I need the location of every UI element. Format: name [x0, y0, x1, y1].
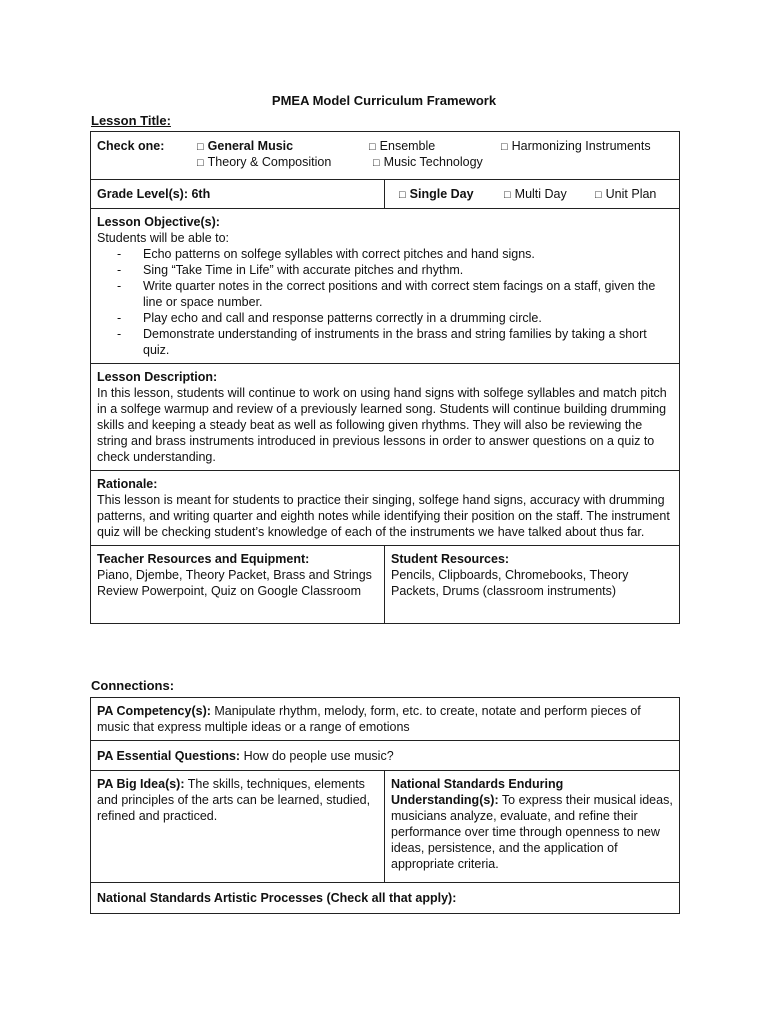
essential-questions-text: How do people use music?: [243, 749, 394, 763]
checkbox-icon: □: [501, 141, 508, 153]
teacher-resources-text: Piano, Djembe, Theory Packet, Brass and Strings Review Powerpoint, Quiz on Google Classroom: [97, 568, 372, 598]
objectives-list: [97, 246, 673, 358]
competency-text: Manipulate rhythm, melody, form, etc. to create, notate and perform pieces of music that express multiple ideas or a range of emotions: [97, 704, 641, 734]
list-item: - Echo patterns on solfege syllables with correct pitches and hand signs.: [97, 246, 673, 262]
checkbox-icon: □: [504, 189, 511, 201]
objectives-intro: Students will be able to:: [97, 231, 230, 245]
teacher-resources-heading: Teacher Resources and Equipment:: [97, 552, 310, 566]
rationale-text: This lesson is meant for students to practice their singing, solfege hand signs, accuracy with drumming patterns, and writing quarter and eighth notes while identifying their position on the staff. The instrument quiz will be checking student’s knowledge of each of the instruments we have talked about thus far.: [97, 493, 670, 539]
national-standards-cell: [385, 771, 680, 883]
option-general-music[interactable]: □ General Music: [197, 139, 294, 153]
student-resources-cell: [385, 546, 680, 624]
lesson-info-table: [90, 131, 680, 624]
option-multi-day[interactable]: □ Multi Day: [504, 187, 567, 201]
essential-questions-heading: PA Essential Questions:: [97, 749, 241, 763]
lesson-title-label: Lesson Title:: [91, 113, 171, 128]
option-music-technology[interactable]: □ Music Technology: [373, 155, 483, 169]
checkbox-icon: □: [595, 189, 602, 201]
description-cell: [91, 364, 680, 471]
national-standards-heading: National Standards Enduring Understanding(s):: [391, 777, 564, 807]
student-resources-heading: Student Resources:: [391, 552, 510, 566]
lesson-format-cell: [385, 180, 680, 209]
option-ensemble[interactable]: □ Ensemble: [369, 139, 436, 153]
national-standards-text: To express their musical ideas, musicians analyze, evaluate, and refine their performance over time through openness to new ideas, persistence, and the application of appropriate criteria.: [391, 793, 673, 871]
rationale-heading: Rationale:: [97, 477, 158, 491]
competency-cell: [91, 698, 680, 741]
essential-questions-cell: [91, 741, 680, 771]
objectives-heading: Lesson Objective(s):: [97, 215, 220, 229]
option-single-day[interactable]: □ Single Day: [399, 187, 474, 201]
option-unit-plan[interactable]: □ Unit Plan: [595, 187, 657, 201]
checkbox-icon: □: [399, 189, 406, 201]
check-one-cell: [91, 132, 680, 180]
connections-table: [90, 697, 680, 914]
checkbox-icon: □: [373, 157, 380, 169]
check-one-label: Check one:: [97, 139, 165, 153]
option-theory-composition[interactable]: □ Theory & Composition: [197, 155, 332, 169]
option-harmonizing-instruments[interactable]: □ Harmonizing Instruments: [501, 139, 651, 153]
list-item: - Play echo and call and response patterns correctly in a drumming circle.: [97, 310, 673, 326]
list-item: - Demonstrate understanding of instruments in the brass and string families by taking a short quiz.: [97, 326, 673, 358]
big-idea-cell: [91, 771, 385, 883]
checkbox-icon: □: [197, 157, 204, 169]
big-idea-text: The skills, techniques, elements and principles of the arts can be learned, studied, refined and practiced.: [97, 777, 371, 823]
checkbox-icon: □: [369, 141, 376, 153]
rationale-cell: [91, 471, 680, 546]
objectives-cell: [91, 209, 680, 364]
student-resources-text: Pencils, Clipboards, Chromebooks, Theory Packets, Drums (classroom instruments): [391, 568, 629, 598]
description-heading: Lesson Description:: [97, 370, 218, 384]
teacher-resources-cell: [91, 546, 385, 624]
grade-level-cell: Grade Level(s): 6th: [91, 180, 385, 209]
connections-label: Connections:: [91, 678, 175, 693]
list-item: - Write quarter notes in the correct positions and with correct stem facings on a staff, given the line or space number.: [97, 278, 673, 310]
competency-heading: PA Competency(s):: [97, 704, 211, 718]
document-title: PMEA Model Curriculum Framework: [271, 93, 497, 108]
description-text: In this lesson, students will continue to work on using hand signs with solfege syllables and match pitch in a solfege warmup and review of a previously learned song. Students will continue building drumming skills and keeping a steady beat as well as following given rhythms. They will also be reviewing the string and brass instruments introduced in previous lessons in order to answer questions on a quiz to check understanding.: [97, 386, 667, 464]
artistic-processes-cell: National Standards Artistic Processes (Check all that apply):: [91, 883, 680, 914]
big-idea-heading: PA Big Idea(s):: [97, 777, 185, 791]
list-item: - Sing “Take Time in Life” with accurate pitches and rhythm.: [97, 262, 673, 278]
checkbox-icon: □: [197, 141, 204, 153]
